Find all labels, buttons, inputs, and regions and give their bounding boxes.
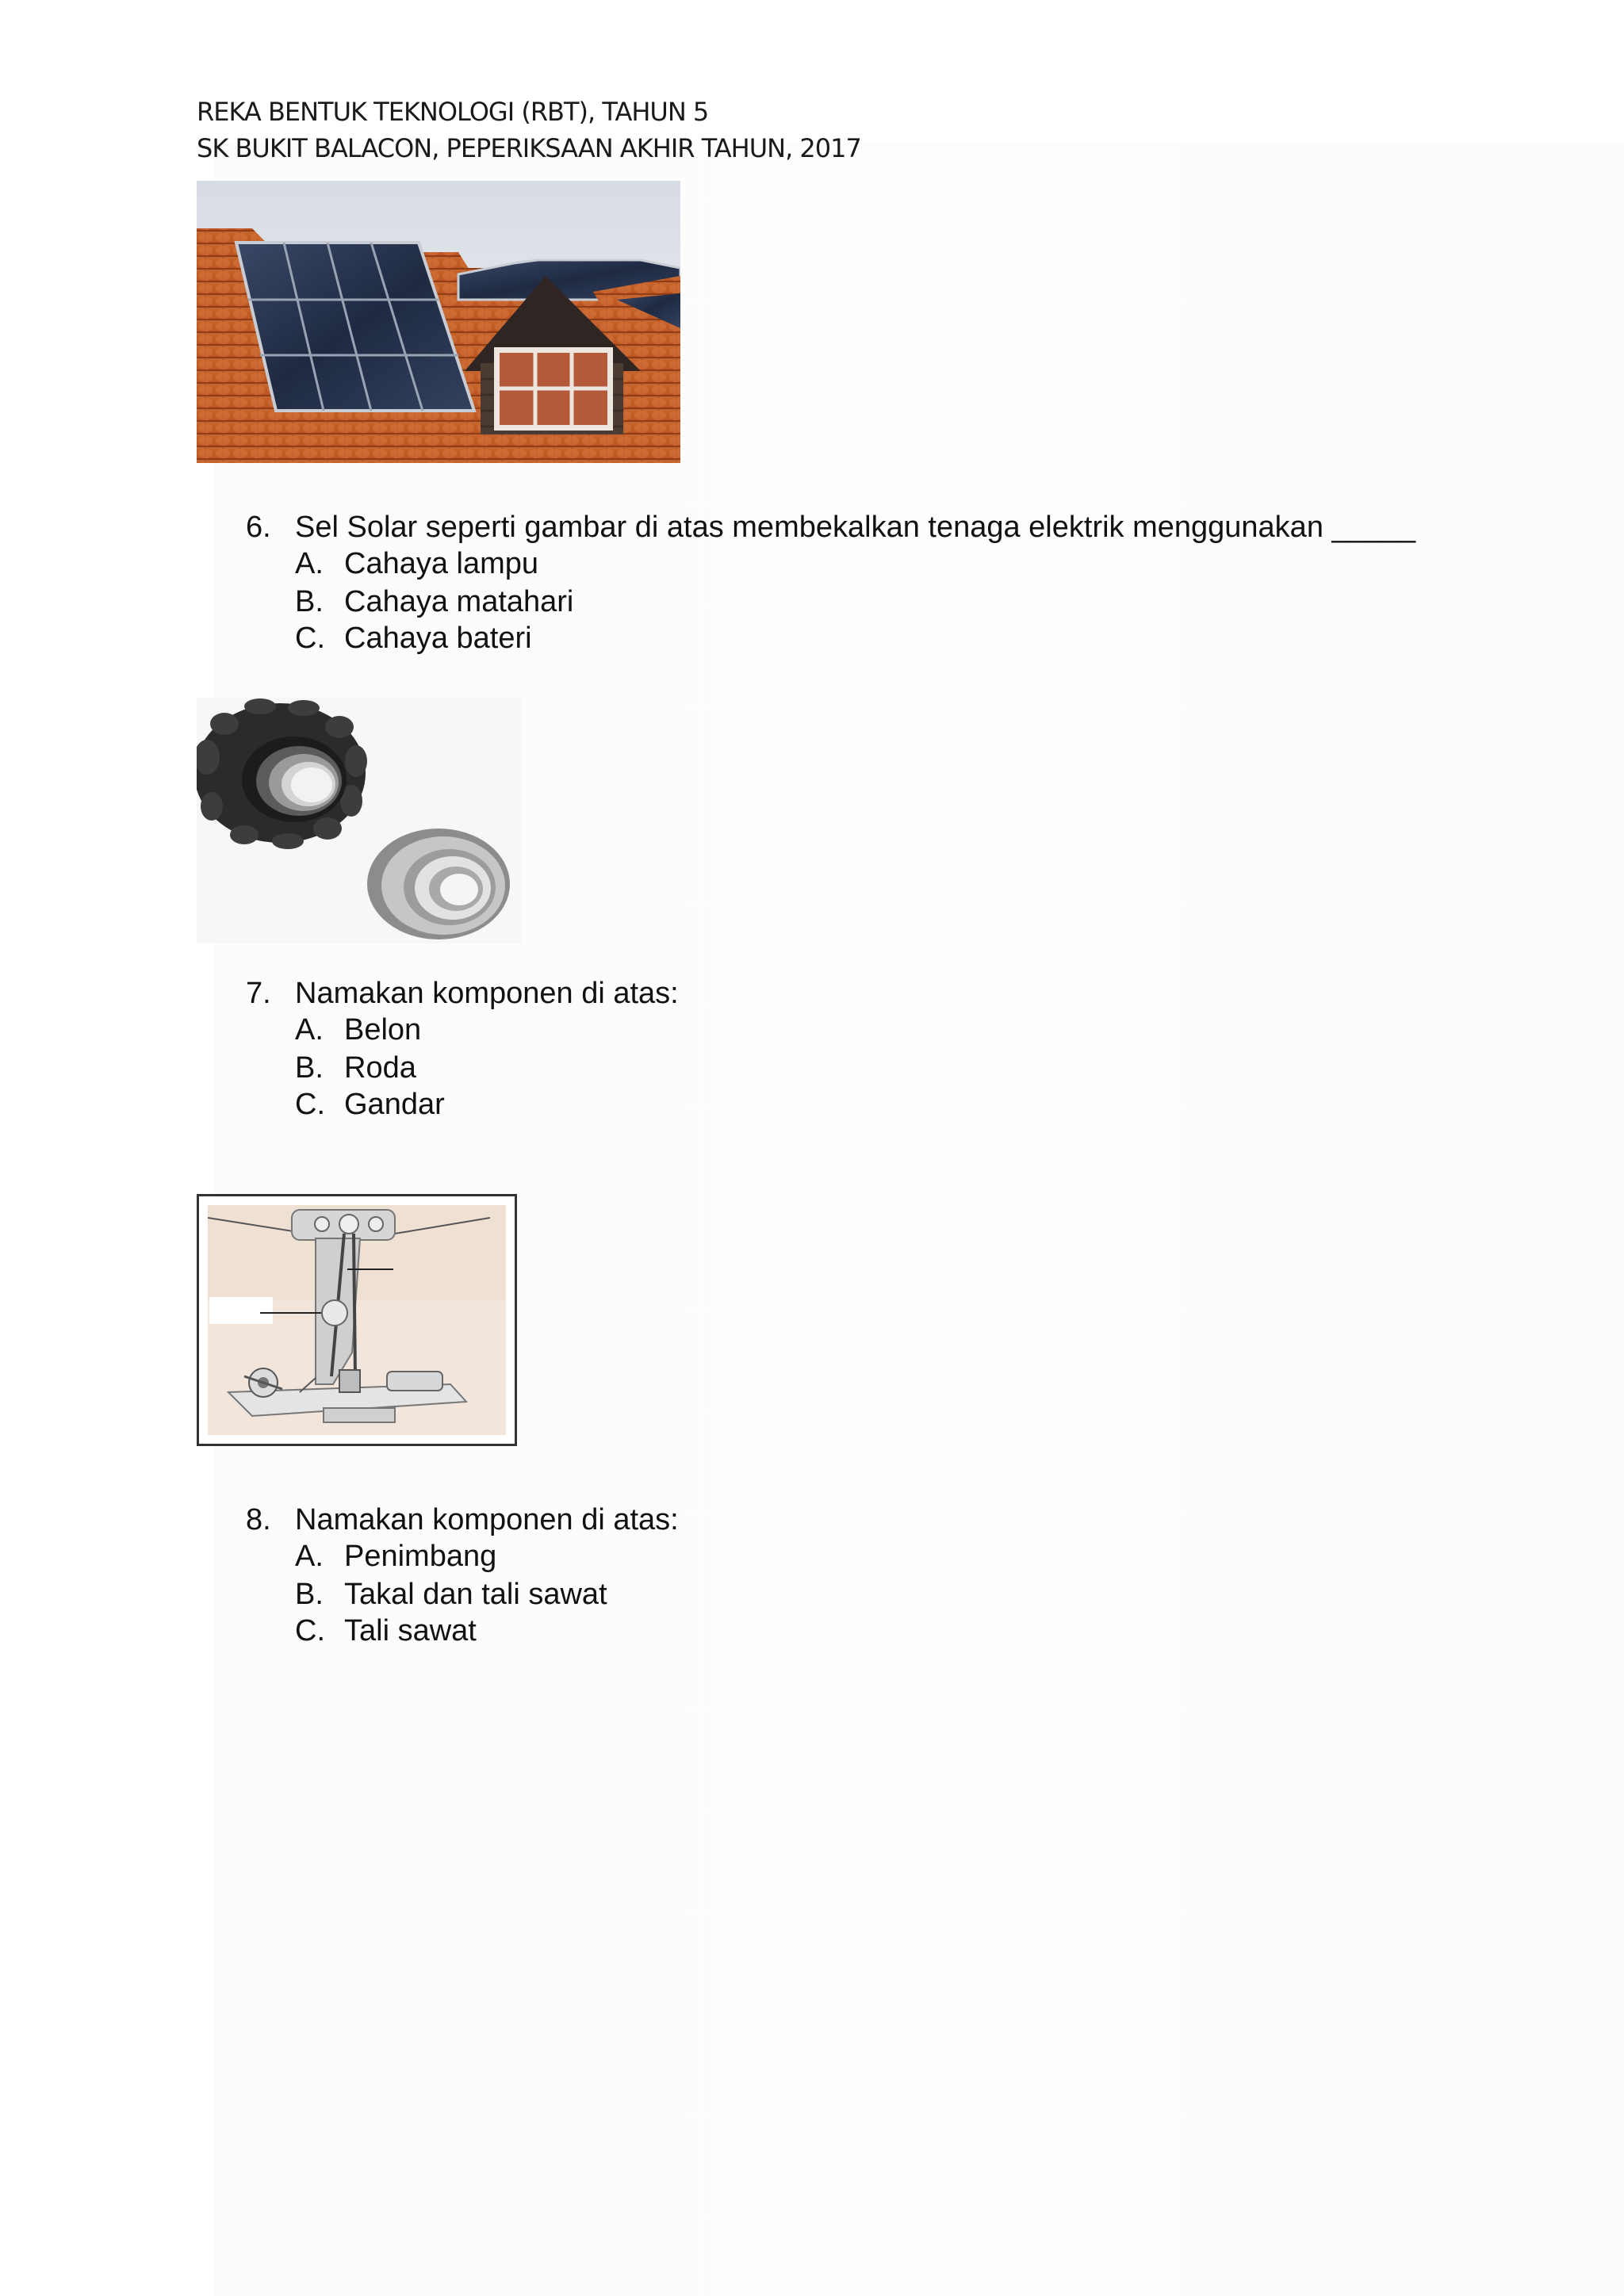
option-letter: C. — [295, 1088, 325, 1121]
question-number: 8. — [246, 1503, 271, 1536]
option-letter: A. — [295, 1013, 324, 1047]
header-line-2: SK BUKIT BALACON, PEPERIKSAAN AKHIR TAHUN, 2017 — [197, 133, 861, 163]
question-number: 7. — [246, 977, 271, 1010]
option-letter: B. — [295, 1578, 324, 1611]
option-text: Gandar — [344, 1088, 445, 1121]
exam-header — [197, 94, 861, 166]
option-text: Tali sawat — [344, 1614, 477, 1647]
option-text: Cahaya lampu — [344, 547, 539, 580]
header-line-1: REKA BENTUK TEKNOLOGI (RBT), TAHUN 5 — [197, 97, 709, 127]
option-text: Penimbang — [344, 1540, 497, 1573]
option-text: Roda — [344, 1051, 416, 1085]
option-letter: B. — [295, 585, 324, 618]
option-letter: A. — [295, 547, 324, 580]
question-text: Sel Solar seperti gambar di atas membekalkan tenaga elektrik menggunakan _____ — [295, 511, 1416, 544]
pulley-belt-image — [197, 1194, 517, 1446]
option-text: Belon — [344, 1013, 422, 1047]
option-text: Cahaya bateri — [344, 622, 532, 655]
question-text: Namakan komponen di atas: — [295, 977, 679, 1010]
option-letter: C. — [295, 622, 325, 655]
question-number: 6. — [246, 511, 271, 544]
option-letter: B. — [295, 1051, 324, 1085]
option-letter: C. — [295, 1614, 325, 1647]
option-letter: A. — [295, 1540, 324, 1573]
solar-roof-image — [197, 181, 680, 463]
wheel-bearing-image — [197, 698, 522, 943]
option-text: Cahaya matahari — [344, 585, 574, 618]
option-text: Takal dan tali sawat — [344, 1578, 607, 1611]
question-text: Namakan komponen di atas: — [295, 1503, 679, 1536]
